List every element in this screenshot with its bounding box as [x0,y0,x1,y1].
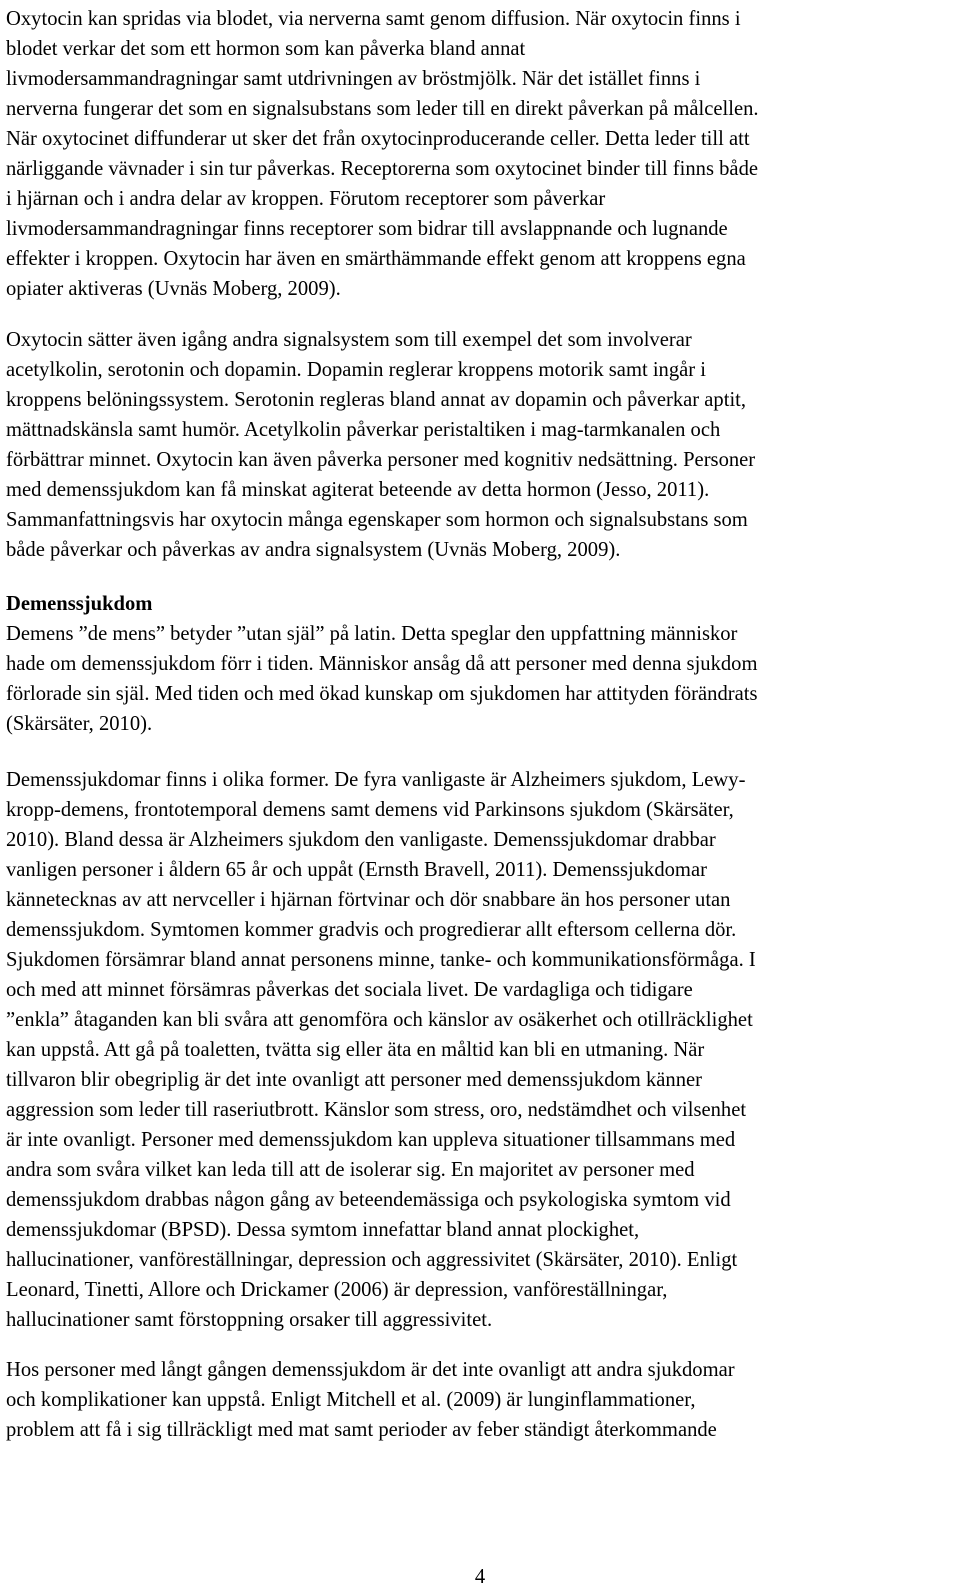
text-line: närliggande vävnader i sin tur påverkas. Receptorerna som oxytocinet binder till finns både [6,158,759,180]
text-line: kan uppstå. Att gå på toaletten, tvätta sig eller äta en måltid kan bli en utmaning. När [6,1039,705,1061]
text-line: demenssjukdomar (BPSD). Dessa symtom innefattar bland annat plockighet, [6,1219,640,1241]
text-line: andra som svåra vilket kan leda till att de isolerar sig. En majoritet av personer med [6,1159,695,1181]
text-line: Demens ”de mens” betyder ”utan själ” på latin. Detta speglar den uppfattning människor [6,623,738,645]
text-line: demenssjukdom. Symtomen kommer gradvis och progredierar allt eftersom cellerna dör. [6,919,737,941]
text-line: livmodersammandragningar samt utdrivningen av bröstmjölk. När det istället finns i [6,68,701,90]
text-line: Oxytocin kan spridas via blodet, via nerverna samt genom diffusion. När oxytocin finns i [6,8,741,30]
text-line: nerverna fungerar det som en signalsubstans som leder till en direkt påverkan på målcellen. [6,98,759,120]
paragraph-dementia-definition [6,619,954,739]
text-line: är inte ovanligt. Personer med demenssjukdom kan uppleva situationer tillsammans med [6,1129,736,1151]
text-line: Demenssjukdomar finns i olika former. De fyra vanligaste är Alzheimers sjukdom, Lewy- [6,769,746,791]
paragraph-complications [6,1355,954,1445]
text-line: När oxytocinet diffunderar ut sker det från oxytocinproducerande celler. Detta leder till att [6,128,750,150]
text-line: hallucinationer, vanföreställningar, depression och aggressivitet (Skärsäter, 2010). Enligt [6,1249,738,1271]
text-line: livmodersammandragningar finns receptorer som bidrar till avslappnande och lugnande [6,218,728,240]
text-line: med demenssjukdom kan få minskat agiterat beteende av detta hormon (Jesso, 2011). [6,479,710,501]
section-heading-text: Demenssjukdom [6,593,153,615]
text-line: både påverkar och påverkas av andra signalsystem (Uvnäs Moberg, 2009). [6,539,621,561]
section-heading [6,589,954,619]
text-line: effekter i kroppen. Oxytocin har även en smärthämmande effekt genom att kroppens egna [6,248,746,270]
text-line: kännetecknas av att nervceller i hjärnan förtvinar och dör snabbare än hos personer utan [6,889,731,911]
text-line: kroppens belöningssystem. Serotonin regleras bland annat av dopamin och påverkar aptit, [6,389,747,411]
text-line: acetylkolin, serotonin och dopamin. Dopamin reglerar kroppens motorik samt ingår i [6,359,707,381]
text-line: och komplikationer kan uppstå. Enligt Mitchell et al. (2009) är lunginflammationer, [6,1389,696,1411]
text-line: Hos personer med långt gången demenssjukdom är det inte ovanligt att andra sjukdomar [6,1359,735,1381]
text-line: mättnadskänsla samt humör. Acetylkolin påverkar peristaltiken i mag-tarmkanalen och [6,419,721,441]
text-line: förbättrar minnet. Oxytocin kan även påverka personer med kognitiv nedsättning. Personer [6,449,756,471]
text-line: Leonard, Tinetti, Allore och Drickamer (2006) är depression, vanföreställningar, [6,1279,668,1301]
text-line: problem att få i sig tillräckligt med mat samt perioder av feber ständigt återkommande [6,1419,717,1441]
page-number: 4 [474,1566,486,1588]
text-line: hallucinationer samt förstoppning orsaker till aggressivitet. [6,1309,493,1331]
paragraph-dementia-forms [6,765,954,1335]
text-line: och med att minnet försämras påverkas det sociala livet. De vardagliga och tidigare [6,979,693,1001]
text-line: Sjukdomen försämrar bland annat personens minne, tanke- och kommunikationsförmåga. I [6,949,756,971]
text-line: opiater aktiveras (Uvnäs Moberg, 2009). [6,278,341,300]
text-line: 2010). Bland dessa är Alzheimers sjukdom den vanligaste. Demenssjukdomar drabbar [6,829,716,851]
text-line: kropp-demens, frontotemporal demens samt demens vid Parkinsons sjukdom (Skärsäter, [6,799,734,821]
text-line: demenssjukdom drabbas någon gång av beteendemässiga och psykologiska symtom vid [6,1189,731,1211]
text-line: Oxytocin sätter även igång andra signalsystem som till exempel det som involverar [6,329,692,351]
text-line: ”enkla” åtaganden kan bli svåra att genomföra och känslor av osäkerhet och otillräcklighet [6,1009,753,1031]
text-line: blodet verkar det som ett hormon som kan påverka bland annat [6,38,526,60]
text-line: tillvaron blir obegriplig är det inte ovanligt att personer med demenssjukdom känner [6,1069,703,1091]
text-line: i hjärnan och i andra delar av kroppen. Förutom receptorer som påverkar [6,188,606,210]
text-line: hade om demenssjukdom förr i tiden. Människor ansåg då att personer med denna sjukdom [6,653,758,675]
paragraph-signal-systems [6,325,954,565]
text-line: förlorade sin själ. Med tiden och med ökad kunskap om sjukdomen har attityden förändrats [6,683,758,705]
document-page [6,0,954,1593]
text-line: vanligen personer i åldern 65 år och uppåt (Ernsth Bravell, 2011). Demenssjukdomar [6,859,707,881]
text-line: (Skärsäter, 2010). [6,713,153,735]
text-line: aggression som leder till raseriutbrott. Känslor som stress, oro, nedstämdhet och vilsenhet [6,1099,747,1121]
paragraph-oxytocin-spread [6,4,954,304]
text-line: Sammanfattningsvis har oxytocin många egenskaper som hormon och signalsubstans som [6,509,748,531]
